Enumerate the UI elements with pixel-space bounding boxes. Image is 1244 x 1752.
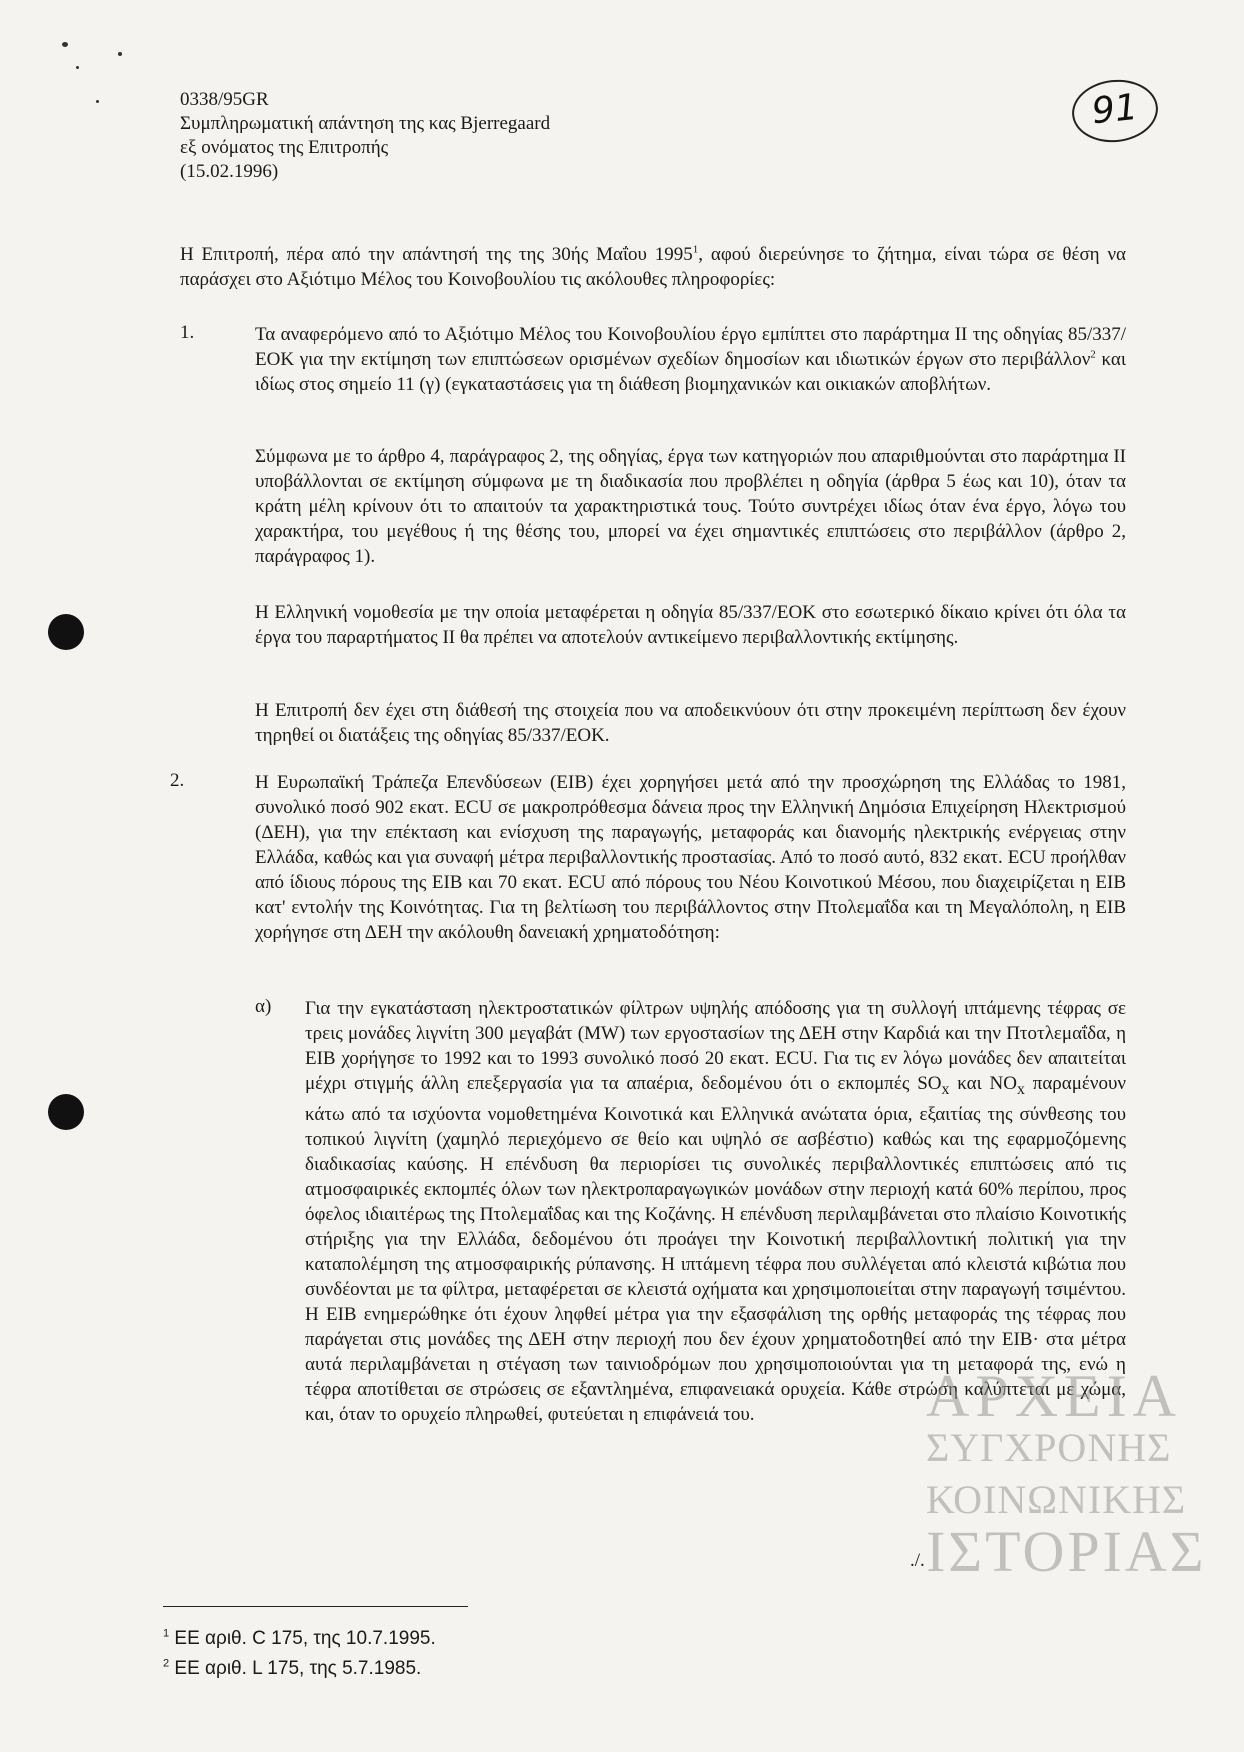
continuation-mark: ./. xyxy=(910,1550,925,1571)
subsection-label: α) xyxy=(255,996,272,1017)
scan-speck xyxy=(76,66,79,69)
answer-title: Συμπληρωματική απάντηση της κας Bjerregaard xyxy=(180,113,551,134)
section1-paragraph-4: Η Επιτροπή δεν έχει στη διάθεσή της στοιχεία που να αποδεικνύουν ότι στην προκειμένη περίπτωση δεν έχουν τηρηθεί οι διατάξεις της οδηγίας 85/337/ΕΟΚ. xyxy=(255,700,1126,746)
footnotes xyxy=(163,1624,436,1684)
reference-number: 0338/95GR xyxy=(180,89,269,110)
intro-paragraph: Η Επιτροπή, πέρα από την απάντησή της της 30ής Μαΐου 1995$^1$, αφού διερεύνησε το ζήτημα, είναι τώρα σε θέση να παράσχει στο Αξιότιμο Μέλος του Κοινοβουλίου τις ακόλουθες πληροφορίες: xyxy=(180,243,1126,290)
footnote-ref: 2 xyxy=(1090,348,1096,361)
section1-paragraph-2: Σύμφωνα με το άρθρο 4, παράγραφος 2, της οδηγίας, έργα των κατηγοριών που απαριθμούνται στο παράρτημα ΙΙ υποβάλλονται σε εκτίμηση σύμφωνα με τη διαδικασία που προβλέπει η οδηγία (άρθρα 5 έως και 10), όταν τα κράτη μέλη κρίνουν ότι το απαιτούν τα χαρακτηριστικά τους. Τούτο συντρέχει ιδίως όταν ένα έργο, λόγω του χαρακτήρα, του μεγέθους ή της θέσης του, μπορεί να έχει σημαντικές επιπτώσεις στο περιβάλλον (άρθρο 2, παράγραφος 1). xyxy=(255,446,1126,567)
answer-subtitle: εξ ονόματος της Επιτροπής xyxy=(180,137,389,158)
scan-speck xyxy=(96,100,99,103)
scan-speck xyxy=(62,42,68,47)
footnote: $^2$ ΕΕ αριθ. L 175, της 5.7.1985. xyxy=(163,1657,422,1679)
answer-date: (15.02.1996) xyxy=(180,161,279,182)
footnote-ref: 1 xyxy=(692,243,699,256)
footnote: $^1$ ΕΕ αριθ. C 175, της 10.7.1995. xyxy=(163,1627,436,1649)
handwritten-page-number: 91 xyxy=(1069,76,1161,147)
footnote-divider xyxy=(163,1606,468,1607)
document-header xyxy=(180,88,550,184)
section1-paragraph-3: Η Ελληνική νομοθεσία με την οποία μεταφέρεται η οδηγία 85/337/ΕΟΚ στο εσωτερικό δίκαιο κρίνει ότι όλα τα έργα του παραρτήματος ΙΙ θα πρέπει να αποτελούν αντικείμενο περιβαλλοντικής εκτίμησης. xyxy=(255,602,1126,648)
scan-speck xyxy=(118,52,122,56)
section2-paragraph-1: Η Ευρωπαϊκή Τράπεζα Επενδύσεων (ΕΙΒ) έχει χορηγήσει μετά από την προσχώρηση της Ελλάδας το 1981, συνολικό ποσό 902 εκατ. ECU σε μακροπρόθεσμα δάνεια προς την Ελληνική Δημόσια Επιχείρηση Ηλεκτρισμού (ΔΕΗ), για την επέκταση και ενίσχυση της παραγωγής, μεταφοράς και διανομής ηλεκτρικής ενέργειας στην Ελλάδα, καθώς και για συναφή μέτρα περιβαλλοντικής προστασίας. Από το ποσό αυτό, 832 εκατ. ECU προήλθαν από ίδιους πόρους της ΕΙΒ και 70 εκατ. ECU από πόρους του Νέου Κοινοτικού Μέσου, που διαχειρίζεται η ΕΙΒ κατ' εντολήν της Κοινότητας. Για τη βελτίωση του περιβάλλοντος στην Πτολεμαΐδα και τη Μεγαλόπολη, η ΕΙΒ χορήγησε στη ΔΕΗ την ακόλουθη δανειακή χρηματοδότηση: xyxy=(255,772,1126,943)
section-number: 2. xyxy=(170,770,185,791)
section1-paragraph-1: Τα αναφερόμενο από το Αξιότιμο Μέλος του Κοινοβουλίου έργο εμπίπτει στο παράρτημα ΙΙ της οδηγίας 85/337/ΕΟΚ για την εκτίμηση των επιπτώσεων ορισμένων σχεδίων δημοσίων και ιδιωτικών έργων στο περιβάλλον$^2$ και ιδίως στος σημείο 11 (γ) (εγκαταστάσεις για τη διάθεση βιομηχανικών και οικιακών αποβλήτων. xyxy=(255,324,1126,395)
section-number: 1. xyxy=(180,322,195,343)
subsection-a-paragraph: Για την εγκατάσταση ηλεκτροστατικών φίλτρων υψηλής απόδοσης για τη συλλογή ιπτάμενης τέφρας σε τρεις μονάδες λιγνίτη 300 μεγαβάτ (MW) των εργοστασίων της ΔΕΗ στην Καρδιά και την Πτοτλεμαΐδα, η ΕΙΒ χορήγησε το 1992 και το 1993 συνολικό ποσό 20 εκατ. ECU. Για τις εν λόγω μονάδες δεν απαιτείται μέχρι στιγμής άλλη επεξεργασία για τα απαέρια, δεδομένου ότι ο εκπομπές $SO_x$ και $NO_x$ παραμένουν κάτω από τα ισχύοντα νομοθετημένα Κοινοτικά και Ελληνικά ανώτατα όρια, εξαιτίας της σύνθεσης του τοπικού λιγνίτη (χαμηλό περιεχόμενο σε θείο και υψηλό σε ασβέστιο) καθώς και της εφαρμοζόμενης διαδικασίας καύσης. Η επένδυση θα περιορίσει τις συνολικές περιβαλλοντικές επιπτώσεις από τις ατμοσφαιρικές εκπομπές όλων των ηλεκτροπαραγωγικών μονάδων στην περιοχή κατά 60% περίπου, προς όφελος ιδιαιτέρως της Πτολεμαΐδας και της Κοζάνης. Η επένδυση περιλαμβάνεται στο πλαίσιο Κοινοτικής στήριξης για την Ελλάδα, δεδομένου ότι προάγει την Κοινοτική περιβαλλοντική πολιτική για την καταπολέμηση της ατμοσφαιρικής ρύπανσης. Η ιπτάμενη τέφρα που συλλέγεται από κλειστά κιβώτια που συνδέονται με τα φίλτρα, μεταφέρεται σε κλειστά οχήματα και χρησιμοποιείται στην παραγωγή τσιμέντου. Η ΕΙΒ ενημερώθηκε ότι έχουν ληφθεί μέτρα για την εξασφάλιση της ορθής μεταφοράς της τέφρας που παράγεται στις μονάδες της ΔΕΗ στην περιοχή που δεν έχουν χρηματοδοτηθεί από την ΕΙΒ· στα μέτρα αυτά περιλαμβάνεται η στέγαση των ταινιοδρόμων που χρησιμοποιούνται για τη μεταφορά της, ενώ η τέφρα αποτίθεται σε στρώσεις σε εξαντλημένα, επιφανειακά ορυχεία. Κάθε στρώση καλύπτεται με χώμα, και, όταν το ορυχείο πληρωθεί, φυτεύεται η επιφάνειά του. xyxy=(305,998,1126,1425)
punch-hole xyxy=(48,1094,84,1130)
archive-stamp: ΑΡΧΕΙΑ ΣΥΓΧΡΟΝΗΣ ΚΟΙΝΩΝΙΚΗΣ ΙΣΤΟΡΙΑΣ xyxy=(926,1363,1207,1584)
punch-hole xyxy=(48,614,84,650)
